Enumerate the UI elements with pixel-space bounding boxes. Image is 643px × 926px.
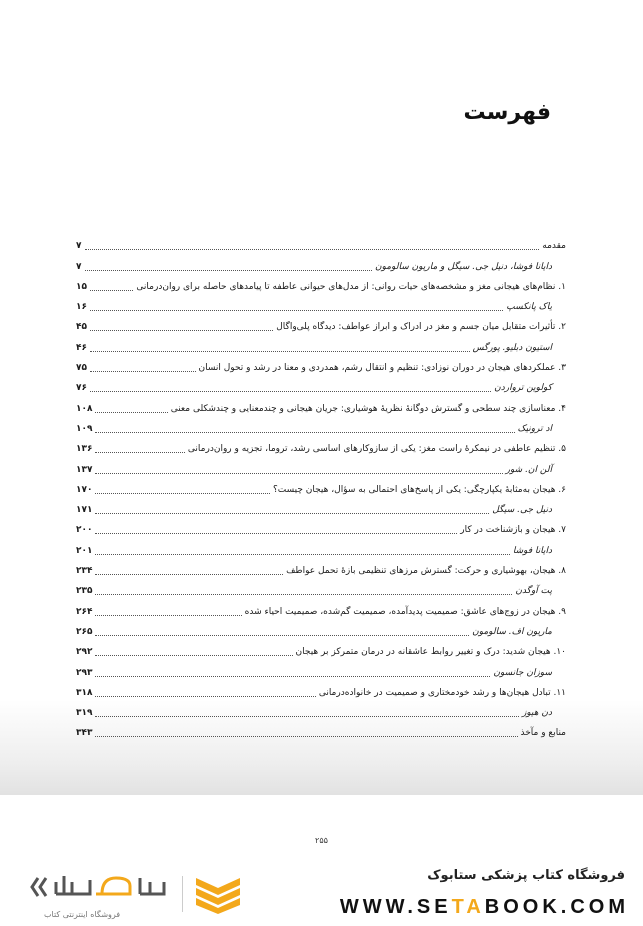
- toc-page-number: ۲۰۰: [76, 525, 93, 536]
- dot-leader: [95, 493, 270, 494]
- toc-entry-text: ۷. هیجان و بازشناخت در کار: [460, 525, 566, 536]
- toc-author-row[interactable]: [76, 579, 566, 599]
- dot-leader: [95, 412, 167, 413]
- toc-entry-text: منابع و مآخذ: [520, 728, 566, 739]
- toc-chapter-row[interactable]: [76, 681, 566, 701]
- toc-chapter-row[interactable]: [76, 234, 566, 254]
- dot-leader: [95, 736, 517, 737]
- page-number: ۲۵۵: [315, 836, 328, 845]
- toc-page-number: ۲۰۱: [76, 545, 93, 556]
- dot-leader: [95, 594, 512, 595]
- url-prefix: WWW.SE: [339, 896, 452, 918]
- toc-page-number: ۲۳۵: [76, 586, 93, 597]
- toc-page-number: ۷: [76, 241, 82, 252]
- toc-page-number: ۱۷۱: [76, 505, 93, 516]
- shop-name: فروشگاه کتاب پزشکی ستابوک: [427, 868, 625, 883]
- toc-entry-text: ۵. تنظیم عاطفی در نیمکرهٔ راست مغز: یکی از سازوکارهای اساسی رشد، تروما، تجزیه و روان‌درمانی: [187, 444, 566, 455]
- dot-leader: [95, 473, 502, 474]
- dot-leader: [95, 676, 490, 677]
- toc-chapter-row[interactable]: [76, 518, 566, 538]
- toc-author-row[interactable]: [76, 701, 566, 721]
- dot-leader: [85, 249, 540, 250]
- toc-entry-text: دایانا فوشا، دنیل جی. سیگل و ماریون سالومون: [375, 261, 552, 272]
- toc-chapter-row[interactable]: [76, 599, 566, 619]
- toc-chapter-row[interactable]: [76, 315, 566, 335]
- toc-entry-text: مقدمه: [542, 241, 566, 252]
- books-stack-icon: [192, 874, 244, 914]
- dot-leader: [85, 270, 373, 271]
- toc-page-number: ۳۴۳: [76, 728, 93, 739]
- toc-chapter-row[interactable]: [76, 559, 566, 579]
- table-of-contents: [76, 234, 566, 741]
- toc-author-row[interactable]: [76, 498, 566, 518]
- toc-author-row[interactable]: [76, 417, 566, 437]
- dot-leader: [95, 615, 241, 616]
- toc-chapter-row[interactable]: [76, 396, 566, 416]
- toc-page-number: ۱۰۹: [76, 423, 93, 434]
- toc-author-row[interactable]: [76, 660, 566, 680]
- toc-entry-text: ۶. هیجان به‌مثابهٔ یکپارچگی: یکی از پاسخ‌های احتمالی به سؤال، هیجان چیست؟: [272, 484, 566, 495]
- dot-leader: [95, 696, 315, 697]
- toc-chapter-row[interactable]: [76, 437, 566, 457]
- toc-page-number: ۷۶: [76, 383, 87, 394]
- toc-entry-text: ماریون اف. سالومون: [472, 626, 552, 637]
- toc-page-number: ۱۳۶: [76, 444, 93, 455]
- url-suffix: BOOK.COM: [484, 896, 629, 918]
- toc-entry-text: سوزان جانسون: [493, 667, 552, 678]
- dot-leader: [90, 371, 196, 372]
- toc-chapter-row[interactable]: [76, 275, 566, 295]
- dot-leader: [95, 635, 469, 636]
- toc-page-number: ۱۰۸: [76, 403, 93, 414]
- dot-leader: [95, 655, 292, 656]
- toc-entry-text: آلن ان. شور: [505, 464, 552, 475]
- toc-entry-text: ۹. هیجان در زوج‌های عاشق: صمیمیت پدیدآمده، صمیمیت گم‌شده، صمیمیت احیاء شده: [244, 606, 566, 617]
- setabook-logo: [30, 872, 170, 902]
- toc-page-number: ۲۳۴: [76, 566, 93, 577]
- shop-url[interactable]: [340, 896, 629, 919]
- toc-page-number: ۱۷۰: [76, 484, 93, 495]
- toc-page-number: ۳۱۹: [76, 708, 93, 719]
- toc-chapter-row[interactable]: [76, 721, 566, 741]
- toc-entry-text: ۳. عملکردهای هیجان در دوران نوزادی: تنظیم و انتقال رشم، همدردی و معنا در رشد و تحول انسان: [198, 363, 566, 374]
- dot-leader: [90, 351, 470, 352]
- url-highlight: TA: [451, 896, 485, 918]
- toc-author-row[interactable]: [76, 457, 566, 477]
- logo-tagline: فروشگاه اینترنتی کتاب: [44, 910, 121, 919]
- toc-page-number: ۷: [76, 261, 82, 272]
- toc-author-row[interactable]: [76, 376, 566, 396]
- toc-entry-text: استیون دبلیو. پورگس: [472, 342, 552, 353]
- store-banner: [0, 852, 643, 926]
- toc-author-row[interactable]: [76, 335, 566, 355]
- toc-page-number: ۲۶۴: [76, 606, 93, 617]
- toc-entry-text: ۱۱. تبادل هیجان‌ها و رشد خودمختاری و صمیمیت در خانواده‌درمانی: [318, 687, 566, 698]
- toc-author-row[interactable]: [76, 538, 566, 558]
- toc-chapter-row[interactable]: [76, 356, 566, 376]
- toc-page-number: ۱۵: [76, 281, 87, 292]
- dot-leader: [90, 330, 273, 331]
- dot-leader: [90, 391, 491, 392]
- toc-entry-text: ۱۰. هیجان شدید: درک و تغییر روابط عاشقانه در درمان متمرکز بر هیجان: [295, 647, 566, 658]
- toc-entry-text: ۴. معناسازی چند سطحی و گسترش دوگانهٔ نظریهٔ هوشیاری: جریان هیجانی و چندمعنایی و چندشکلی معنی: [170, 403, 566, 414]
- toc-page-number: ۱۶: [76, 302, 87, 313]
- toc-page-number: ۳۱۸: [76, 687, 93, 698]
- toc-page-number: ۱۳۷: [76, 464, 93, 475]
- dot-leader: [90, 290, 133, 291]
- toc-entry-text: کولوین ترواردن: [494, 383, 552, 394]
- toc-page-number: ۲۹۲: [76, 647, 93, 658]
- toc-author-row[interactable]: [76, 254, 566, 274]
- dot-leader: [95, 716, 519, 717]
- toc-chapter-row[interactable]: [76, 478, 566, 498]
- dot-leader: [95, 513, 489, 514]
- dot-leader: [95, 554, 509, 555]
- toc-entry-text: دایانا فوشا: [512, 545, 552, 556]
- logo-divider: [182, 876, 183, 912]
- toc-author-row[interactable]: [76, 620, 566, 640]
- dot-leader: [95, 452, 184, 453]
- toc-page-number: ۷۵: [76, 363, 87, 374]
- toc-entry-text: ۸. هیجان، بهوشیاری و حرکت: گسترش مرزهای تنظیمی بازهٔ تحمل عواطف: [286, 566, 566, 577]
- dot-leader: [95, 432, 514, 433]
- dot-leader: [95, 533, 457, 534]
- toc-author-row[interactable]: [76, 295, 566, 315]
- toc-page-number: ۲۶۵: [76, 626, 93, 637]
- page-title: فهرست: [463, 100, 551, 125]
- toc-page-number: ۴۶: [76, 342, 87, 353]
- toc-entry-text: دنیل جی. سیگل: [492, 505, 552, 516]
- toc-entry-text: ۲. تأثیرات متقابل میان جسم و مغز در ادراک و ابراز عواطف: دیدگاه پلی‌واگال: [276, 322, 566, 333]
- dot-leader: [90, 310, 503, 311]
- toc-entry-text: پت آوگدن: [515, 586, 552, 597]
- toc-chapter-row[interactable]: [76, 640, 566, 660]
- toc-entry-text: دن هیوز: [522, 708, 552, 719]
- toc-entry-text: یاک پانکسپ: [506, 302, 552, 313]
- dot-leader: [95, 574, 283, 575]
- toc-page-number: ۴۵: [76, 322, 87, 333]
- toc-entry-text: اد ترونیک: [517, 423, 552, 434]
- toc-entry-text: ۱. نظام‌های هیجانی مغز و مشخصه‌های حیات روانی: از مدل‌های حیوانی عاطفه تا پیامدهای حاصله برای روان‌درمانی: [136, 281, 566, 292]
- toc-page-number: ۲۹۳: [76, 667, 93, 678]
